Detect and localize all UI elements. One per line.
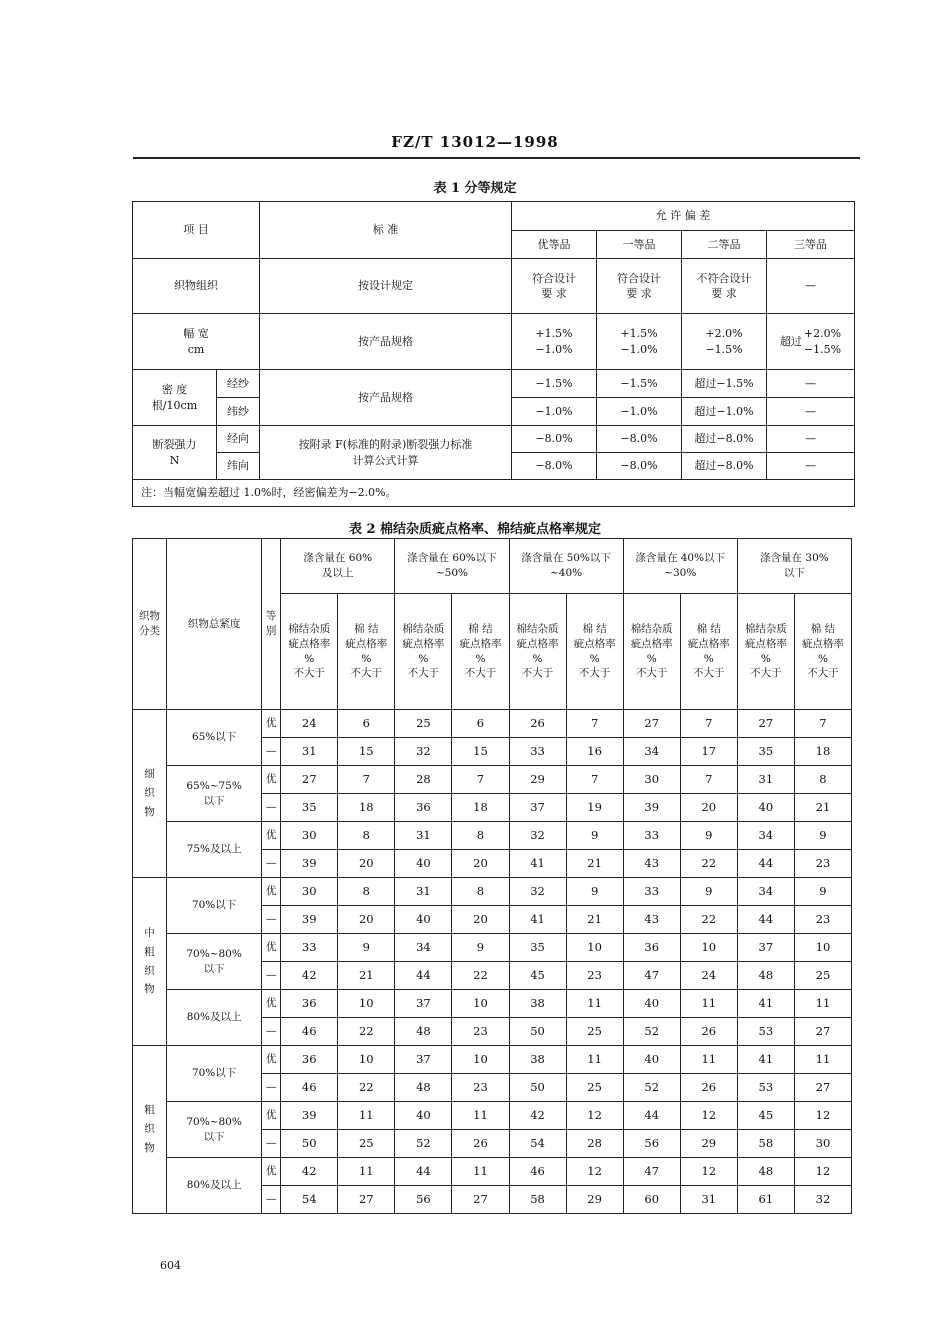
t2-header-tightness: 织物总紧度 — [167, 539, 262, 710]
t2-grade: — — [262, 794, 281, 822]
t2-value-cell: 20 — [680, 794, 737, 822]
t1-note: 注：当幅宽偏差超过 1.0%时，经密偏差为−2.0%。 — [133, 480, 855, 507]
t2-category: 细 织 物 — [133, 710, 167, 878]
t1-exceed-prefix: 超过 — [779, 334, 802, 348]
t2-value-cell: 41 — [737, 990, 794, 1018]
t2-value-cell: 30 — [281, 878, 338, 906]
standard-number: FZ/T 13012—1998 — [391, 133, 559, 151]
t2-value-cell: 11 — [566, 990, 623, 1018]
t2-group-header: 涤含量在 30% 以下 — [737, 539, 851, 594]
t2-grade: — — [262, 962, 281, 990]
t2-value-cell: 20 — [452, 906, 509, 934]
t2-value-cell: 33 — [509, 738, 566, 766]
t1-strength-weft-label: 纬向 — [217, 453, 260, 480]
t2-value-cell: 31 — [680, 1186, 737, 1214]
t2-value-cell: 40 — [623, 990, 680, 1018]
t2-category: 粗 织 物 — [133, 1046, 167, 1214]
t2-value-cell: 46 — [281, 1074, 338, 1102]
t2-value-cell: 20 — [338, 850, 395, 878]
t1-standard-weave: 按设计规定 — [260, 259, 512, 314]
t2-value-cell: 36 — [281, 1046, 338, 1074]
t2-value-cell: 53 — [737, 1018, 794, 1046]
t2-value-cell: 24 — [281, 710, 338, 738]
t2-tightness-band: 80%及以上 — [167, 1158, 262, 1214]
t2-grade: 优 — [262, 1158, 281, 1186]
t2-group-header: 涤含量在 40%以下 ~30% — [623, 539, 737, 594]
t2-value-cell: 47 — [623, 962, 680, 990]
t2-value-cell: 11 — [452, 1158, 509, 1186]
t1-cell: 超过−1.5% — [682, 370, 767, 398]
t2-value-cell: 40 — [395, 1102, 452, 1130]
t1-cell: 超过−8.0% — [682, 453, 767, 480]
t2-value-cell: 7 — [452, 766, 509, 794]
t2-value-cell: 12 — [566, 1102, 623, 1130]
t2-value-cell: 27 — [452, 1186, 509, 1214]
t2-grade: — — [262, 1186, 281, 1214]
t2-value-cell: 12 — [794, 1158, 851, 1186]
t2-grade: 优 — [262, 934, 281, 962]
t2-value-cell: 27 — [737, 710, 794, 738]
t2-value-cell: 41 — [509, 906, 566, 934]
t2-value-cell: 10 — [452, 1046, 509, 1074]
t2-value-cell: 27 — [623, 710, 680, 738]
t1-item-strength: 断裂强力 N — [133, 426, 217, 480]
t1-cell: +1.5% −1.0% — [512, 314, 597, 370]
t2-grade: — — [262, 738, 281, 766]
t2-value-cell: 25 — [338, 1130, 395, 1158]
t2-value-cell: 23 — [452, 1074, 509, 1102]
t2-value-cell: 40 — [737, 794, 794, 822]
t2-value-cell: 37 — [395, 990, 452, 1018]
t2-value-cell: 10 — [680, 934, 737, 962]
t2-value-cell: 6 — [452, 710, 509, 738]
t1-cell: — — [767, 259, 855, 314]
t2-value-cell: 23 — [794, 850, 851, 878]
t1-density-warp-label: 经纱 — [217, 370, 260, 398]
t1-cell: −8.0% — [512, 453, 597, 480]
t2-grade: — — [262, 1018, 281, 1046]
t2-value-cell: 12 — [794, 1102, 851, 1130]
t2-value-cell: 9 — [566, 822, 623, 850]
t1-cell: — — [767, 453, 855, 480]
t2-value-cell: 20 — [338, 906, 395, 934]
t2-value-cell: 36 — [281, 990, 338, 1018]
t2-value-cell: 22 — [338, 1018, 395, 1046]
t2-value-cell: 11 — [338, 1102, 395, 1130]
t1-cell: −1.0% — [512, 398, 597, 426]
table2-caption: 表 2 棉结杂质疵点格率、棉结疵点格率规定 — [348, 522, 602, 537]
t2-value-cell: 50 — [281, 1130, 338, 1158]
t2-value-cell: 9 — [680, 822, 737, 850]
t2-value-cell: 27 — [338, 1186, 395, 1214]
t2-value-cell: 40 — [395, 850, 452, 878]
t2-value-cell: 48 — [395, 1018, 452, 1046]
t2-value-cell: 37 — [395, 1046, 452, 1074]
t2-value-cell: 34 — [737, 822, 794, 850]
t2-value-cell: 54 — [509, 1130, 566, 1158]
t1-header-tolerance: 允 许 偏 差 — [512, 202, 855, 231]
t1-cell: 不符合设计 要 求 — [682, 259, 767, 314]
t2-value-cell: 8 — [338, 822, 395, 850]
t2-value-cell: 44 — [623, 1102, 680, 1130]
t2-value-cell: 22 — [680, 906, 737, 934]
t2-tightness-band: 70%以下 — [167, 1046, 262, 1102]
t1-grade-first: 一等品 — [597, 231, 682, 259]
t2-value-cell: 30 — [623, 766, 680, 794]
t2-sub-header: 棉结杂质 疵点格率 % 不大于 — [281, 594, 338, 710]
t2-value-cell: 34 — [737, 878, 794, 906]
t2-value-cell: 8 — [452, 822, 509, 850]
t2-value-cell: 11 — [794, 990, 851, 1018]
t2-value-cell: 45 — [509, 962, 566, 990]
t2-value-cell: 15 — [452, 738, 509, 766]
t2-value-cell: 44 — [737, 906, 794, 934]
t2-sub-header: 棉结杂质 疵点格率 % 不大于 — [395, 594, 452, 710]
t2-value-cell: 8 — [452, 878, 509, 906]
t2-value-cell: 7 — [680, 766, 737, 794]
t2-value-cell: 25 — [395, 710, 452, 738]
t2-value-cell: 19 — [566, 794, 623, 822]
t2-value-cell: 10 — [794, 934, 851, 962]
t2-value-cell: 41 — [737, 1046, 794, 1074]
t2-value-cell: 29 — [566, 1186, 623, 1214]
t2-value-cell: 38 — [509, 1046, 566, 1074]
t2-value-cell: 30 — [794, 1130, 851, 1158]
t2-value-cell: 58 — [737, 1130, 794, 1158]
t2-value-cell: 18 — [794, 738, 851, 766]
t2-value-cell: 40 — [395, 906, 452, 934]
t1-grade-excellent: 优等品 — [512, 231, 597, 259]
t2-sub-header: 棉 结 疵点格率 % 不大于 — [680, 594, 737, 710]
t2-value-cell: 7 — [794, 710, 851, 738]
table1-grading — [132, 201, 855, 507]
t2-tightness-band: 70%~80% 以下 — [167, 934, 262, 990]
t2-value-cell: 35 — [509, 934, 566, 962]
t2-value-cell: 27 — [794, 1074, 851, 1102]
t1-cell: — — [767, 370, 855, 398]
t1-standard-width: 按产品规格 — [260, 314, 512, 370]
t2-value-cell: 26 — [680, 1018, 737, 1046]
t2-grade: 优 — [262, 766, 281, 794]
t2-value-cell: 7 — [566, 766, 623, 794]
t1-grade-third: 三等品 — [767, 231, 855, 259]
t2-group-header: 涤含量在 60%以下 ~50% — [395, 539, 509, 594]
t2-grade: 优 — [262, 990, 281, 1018]
t2-value-cell: 25 — [794, 962, 851, 990]
t2-value-cell: 40 — [623, 1046, 680, 1074]
t2-value-cell: 39 — [623, 794, 680, 822]
t2-value-cell: 39 — [281, 906, 338, 934]
t2-value-cell: 48 — [737, 1158, 794, 1186]
t2-value-cell: 9 — [452, 934, 509, 962]
t2-value-cell: 9 — [338, 934, 395, 962]
t2-value-cell: 16 — [566, 738, 623, 766]
t2-value-cell: 21 — [338, 962, 395, 990]
t2-tightness-band: 70%~80% 以下 — [167, 1102, 262, 1158]
t2-value-cell: 12 — [566, 1158, 623, 1186]
t2-value-cell: 38 — [509, 990, 566, 1018]
t1-density-weft-label: 纬纱 — [217, 398, 260, 426]
t2-grade: 优 — [262, 1046, 281, 1074]
t2-value-cell: 10 — [338, 990, 395, 1018]
t1-standard-strength: 按附录 F(标准的附录)断裂强力标准 计算公式计算 — [260, 426, 512, 480]
t2-value-cell: 61 — [737, 1186, 794, 1214]
t2-value-cell: 25 — [566, 1018, 623, 1046]
t2-tightness-band: 75%及以上 — [167, 822, 262, 878]
t2-value-cell: 39 — [281, 1102, 338, 1130]
t1-cell: — — [767, 426, 855, 453]
t2-value-cell: 52 — [623, 1018, 680, 1046]
t2-tightness-band: 70%以下 — [167, 878, 262, 934]
t2-value-cell: 21 — [566, 906, 623, 934]
t1-header-standard: 标 准 — [260, 202, 512, 259]
t2-grade: 优 — [262, 878, 281, 906]
t1-item-width: 幅 宽 cm — [133, 314, 260, 370]
t2-value-cell: 10 — [452, 990, 509, 1018]
t2-value-cell: 39 — [281, 850, 338, 878]
t2-value-cell: 44 — [395, 962, 452, 990]
t2-value-cell: 37 — [509, 794, 566, 822]
t1-cell: 超过−8.0% — [682, 426, 767, 453]
t2-value-cell: 10 — [566, 934, 623, 962]
t2-value-cell: 26 — [509, 710, 566, 738]
t2-value-cell: 60 — [623, 1186, 680, 1214]
t1-cell: −8.0% — [597, 426, 682, 453]
t2-value-cell: 44 — [395, 1158, 452, 1186]
t2-value-cell: 54 — [281, 1186, 338, 1214]
t2-value-cell: 10 — [338, 1046, 395, 1074]
t2-value-cell: 56 — [395, 1186, 452, 1214]
t2-sub-header: 棉 结 疵点格率 % 不大于 — [794, 594, 851, 710]
t2-value-cell: 48 — [737, 962, 794, 990]
t2-value-cell: 23 — [452, 1018, 509, 1046]
t2-value-cell: 18 — [452, 794, 509, 822]
t2-group-header: 涤含量在 50%以下 ~40% — [509, 539, 623, 594]
t2-value-cell: 32 — [395, 738, 452, 766]
t2-grade: — — [262, 906, 281, 934]
t2-grade: 优 — [262, 1102, 281, 1130]
t2-value-cell: 32 — [794, 1186, 851, 1214]
t2-header-grade: 等 别 — [262, 539, 281, 710]
t1-cell: −1.5% — [512, 370, 597, 398]
t2-value-cell: 7 — [680, 710, 737, 738]
t2-group-header: 涤含量在 60% 及以上 — [281, 539, 395, 594]
t2-value-cell: 26 — [680, 1074, 737, 1102]
t2-value-cell: 7 — [338, 766, 395, 794]
t2-value-cell: 46 — [281, 1018, 338, 1046]
t2-value-cell: 42 — [509, 1102, 566, 1130]
t2-sub-header: 棉结杂质 疵点格率 % 不大于 — [737, 594, 794, 710]
t2-value-cell: 22 — [680, 850, 737, 878]
t1-cell-width-third — [767, 314, 855, 370]
t2-value-cell: 8 — [338, 878, 395, 906]
t2-grade: 优 — [262, 822, 281, 850]
page-number: 604 — [160, 1259, 181, 1272]
t2-value-cell: 48 — [395, 1074, 452, 1102]
t2-value-cell: 31 — [281, 738, 338, 766]
t1-cell: +1.5% −1.0% — [597, 314, 682, 370]
t1-grade-second: 二等品 — [682, 231, 767, 259]
t2-value-cell: 15 — [338, 738, 395, 766]
t2-value-cell: 22 — [338, 1074, 395, 1102]
t2-value-cell: 31 — [737, 766, 794, 794]
t2-value-cell: 32 — [509, 878, 566, 906]
t2-value-cell: 50 — [509, 1074, 566, 1102]
t1-standard-density: 按产品规格 — [260, 370, 512, 426]
t2-value-cell: 56 — [623, 1130, 680, 1158]
t2-value-cell: 6 — [338, 710, 395, 738]
t2-value-cell: 11 — [794, 1046, 851, 1074]
t2-value-cell: 34 — [395, 934, 452, 962]
t2-value-cell: 9 — [680, 878, 737, 906]
t2-value-cell: 34 — [623, 738, 680, 766]
t2-value-cell: 26 — [452, 1130, 509, 1158]
t2-value-cell: 9 — [794, 878, 851, 906]
t2-value-cell: 23 — [566, 962, 623, 990]
t2-value-cell: 7 — [566, 710, 623, 738]
t2-value-cell: 12 — [680, 1102, 737, 1130]
t2-grade: — — [262, 1074, 281, 1102]
t2-sub-header: 棉 结 疵点格率 % 不大于 — [338, 594, 395, 710]
t2-value-cell: 31 — [395, 822, 452, 850]
t2-value-cell: 30 — [281, 822, 338, 850]
t2-value-cell: 33 — [623, 822, 680, 850]
t2-value-cell: 11 — [680, 990, 737, 1018]
t2-grade: — — [262, 1130, 281, 1158]
t1-cell: — — [767, 398, 855, 426]
t2-value-cell: 33 — [623, 878, 680, 906]
t2-value-cell: 9 — [566, 878, 623, 906]
t2-value-cell: 33 — [281, 934, 338, 962]
t2-header-class: 织物 分类 — [133, 539, 167, 710]
t1-strength-warp-label: 经向 — [217, 426, 260, 453]
t2-value-cell: 52 — [395, 1130, 452, 1158]
t2-value-cell: 24 — [680, 962, 737, 990]
t1-item-weave: 织物组织 — [133, 259, 260, 314]
t2-value-cell: 9 — [794, 822, 851, 850]
t2-value-cell: 44 — [737, 850, 794, 878]
t2-value-cell: 27 — [281, 766, 338, 794]
t1-header-item: 项 目 — [133, 202, 260, 259]
t2-value-cell: 46 — [509, 1158, 566, 1186]
t2-value-cell: 25 — [566, 1074, 623, 1102]
t1-item-density: 密 度 根/10cm — [133, 370, 217, 426]
t2-sub-header: 棉结杂质 疵点格率 % 不大于 — [623, 594, 680, 710]
t1-cell: 符合设计 要 求 — [597, 259, 682, 314]
t2-sub-header: 棉 结 疵点格率 % 不大于 — [452, 594, 509, 710]
t2-tightness-band: 80%及以上 — [167, 990, 262, 1046]
t2-grade: — — [262, 850, 281, 878]
t2-value-cell: 29 — [509, 766, 566, 794]
t2-value-cell: 22 — [452, 962, 509, 990]
t2-value-cell: 21 — [794, 794, 851, 822]
table1-caption: 表 1 分等规定 — [433, 181, 517, 196]
t2-value-cell: 50 — [509, 1018, 566, 1046]
t2-value-cell: 35 — [737, 738, 794, 766]
t2-value-cell: 36 — [623, 934, 680, 962]
t1-cell: −8.0% — [512, 426, 597, 453]
t2-sub-header: 棉结杂质 疵点格率 % 不大于 — [509, 594, 566, 710]
t2-value-cell: 32 — [509, 822, 566, 850]
t2-tightness-band: 65%以下 — [167, 710, 262, 766]
t2-value-cell: 42 — [281, 1158, 338, 1186]
t2-value-cell: 43 — [623, 906, 680, 934]
t2-value-cell: 23 — [794, 906, 851, 934]
t2-value-cell: 28 — [395, 766, 452, 794]
t2-value-cell: 53 — [737, 1074, 794, 1102]
t2-value-cell: 45 — [737, 1102, 794, 1130]
t1-cell: +2.0% −1.5% — [682, 314, 767, 370]
t2-value-cell: 58 — [509, 1186, 566, 1214]
t2-value-cell: 28 — [566, 1130, 623, 1158]
t2-value-cell: 11 — [680, 1046, 737, 1074]
t2-value-cell: 29 — [680, 1130, 737, 1158]
t2-value-cell: 42 — [281, 962, 338, 990]
t2-value-cell: 18 — [338, 794, 395, 822]
t1-cell: 超过−1.0% — [682, 398, 767, 426]
t1-cell: 符合设计 要 求 — [512, 259, 597, 314]
t2-value-cell: 36 — [395, 794, 452, 822]
t2-value-cell: 17 — [680, 738, 737, 766]
t1-cell: −8.0% — [597, 453, 682, 480]
t1-cell: −1.5% — [597, 370, 682, 398]
header-rule — [133, 157, 860, 159]
t2-value-cell: 27 — [794, 1018, 851, 1046]
t2-value-cell: 12 — [680, 1158, 737, 1186]
t2-value-cell: 8 — [794, 766, 851, 794]
t2-value-cell: 11 — [566, 1046, 623, 1074]
t2-value-cell: 52 — [623, 1074, 680, 1102]
t1-exceed-values: +2.0% −1.5% — [803, 327, 842, 356]
t2-category: 中 粗 织 物 — [133, 878, 167, 1046]
t2-sub-header: 棉 结 疵点格率 % 不大于 — [566, 594, 623, 710]
t2-value-cell: 41 — [509, 850, 566, 878]
t2-value-cell: 35 — [281, 794, 338, 822]
t1-cell: −1.0% — [597, 398, 682, 426]
table2-nep-defects — [132, 538, 852, 1214]
t2-value-cell: 11 — [452, 1102, 509, 1130]
t2-value-cell: 47 — [623, 1158, 680, 1186]
t2-grade: 优 — [262, 710, 281, 738]
t2-value-cell: 43 — [623, 850, 680, 878]
t2-value-cell: 11 — [338, 1158, 395, 1186]
t2-value-cell: 20 — [452, 850, 509, 878]
t2-value-cell: 31 — [395, 878, 452, 906]
t2-tightness-band: 65%~75% 以下 — [167, 766, 262, 822]
t2-value-cell: 37 — [737, 934, 794, 962]
t2-value-cell: 21 — [566, 850, 623, 878]
